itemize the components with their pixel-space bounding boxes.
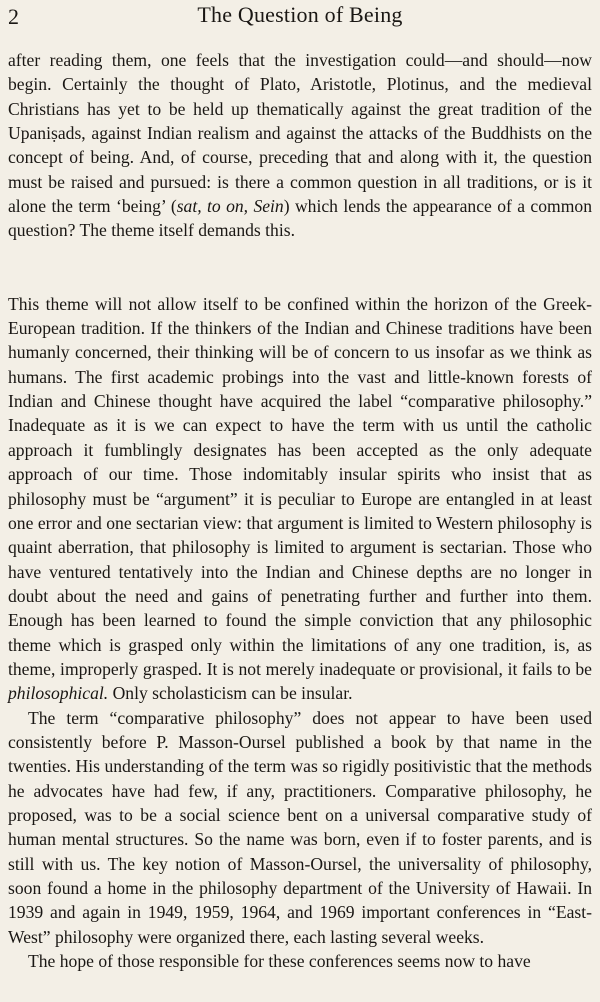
page-header: [8, 2, 592, 32]
running-title: The Question of Being: [197, 2, 403, 27]
paragraph-4: The hope of those responsible for these conferences seems now to have: [28, 951, 531, 972]
paragraph-2-italic: philosophical.: [8, 683, 109, 704]
paragraph-1: [8, 48, 592, 243]
paragraph-2: [8, 292, 592, 706]
paragraph-3: The term “comparative philosophy” does not appear to have been used consistently before P. Masson-Oursel published a book by that name in the twenties. His understanding of the term was so rigidly positivistic that the methods he advocates have had few, if any, practitioners. Comparative philosophy, he proposed, was to be a social science bent on a universal comparative study of human mental structures. So the name was born, even if to foster parents, and is still with us. The key notion of Masson-Oursel, the universality of philosophy, soon found a home in the philosophy department of the University of Hawaii. In 1939 and again in 1949, 1959, 1964, and 1969 important conferences in “East-West” philosophy were organized there, each lasting several weeks.: [8, 707, 592, 947]
section-break: [8, 243, 592, 292]
paragraph-2-text-a: This theme will not allow itself to be confined within the horizon of the Greek-European tradition. If the thinkers of the Indian and Chinese traditions have been humanly concerned, their thinking will be of concern to us insofar as we think as humans. The first academic probings into the vast and little-known forests of Indian and Chinese thought have acquired the label “comparative philosophy.” Inadequate as it is we can expect to have the term with us until the catholic approach it fumblingly designates has been accepted as the only adequate approach of our time. Those indomitably insular spirits who insist that as philosophy must be “argument” it is peculiar to Europe are entangled in at least one error and one sectarian view: that argument is limited to Western philosophy is quaint aberration, that philosophy is limited to argument is sectarian. Those who have ventured tentatively into the Indian and Chinese depths are no longer in doubt about the need and gains of penetrating further and further into them. Enough has been learned to found the simple conviction that any philosophic theme which is grasped only within the limitations of any one tradition, is, as theme, improperly grasped. It is not merely inadequate or provisional, it fails to be: [8, 293, 592, 679]
paragraph-1-italic: sat, to on, Sein: [176, 196, 284, 217]
paragraph-2-text-b: Only scholasticism can be insular.: [108, 683, 353, 704]
paragraph-1-text-b: ) which lends the appearance of a common question? The theme itself demands this.: [8, 196, 592, 241]
paragraph-1-text-a: after reading them, one feels that the investigation could—and should—now begin. Certainly the thought of Plato, Aristotle, Plotinus, and the medieval Christians has yet to be held up thematically against the great tradition of the Upaniṣads, against Indian realism and against the attacks of the Buddhists on the concept of being. And, of course, preceding that and along with it, the question must be raised and pursued: is there a common question in all traditions, or is it alone the term ‘being’ (: [8, 50, 592, 217]
page-number: 2: [8, 4, 19, 29]
